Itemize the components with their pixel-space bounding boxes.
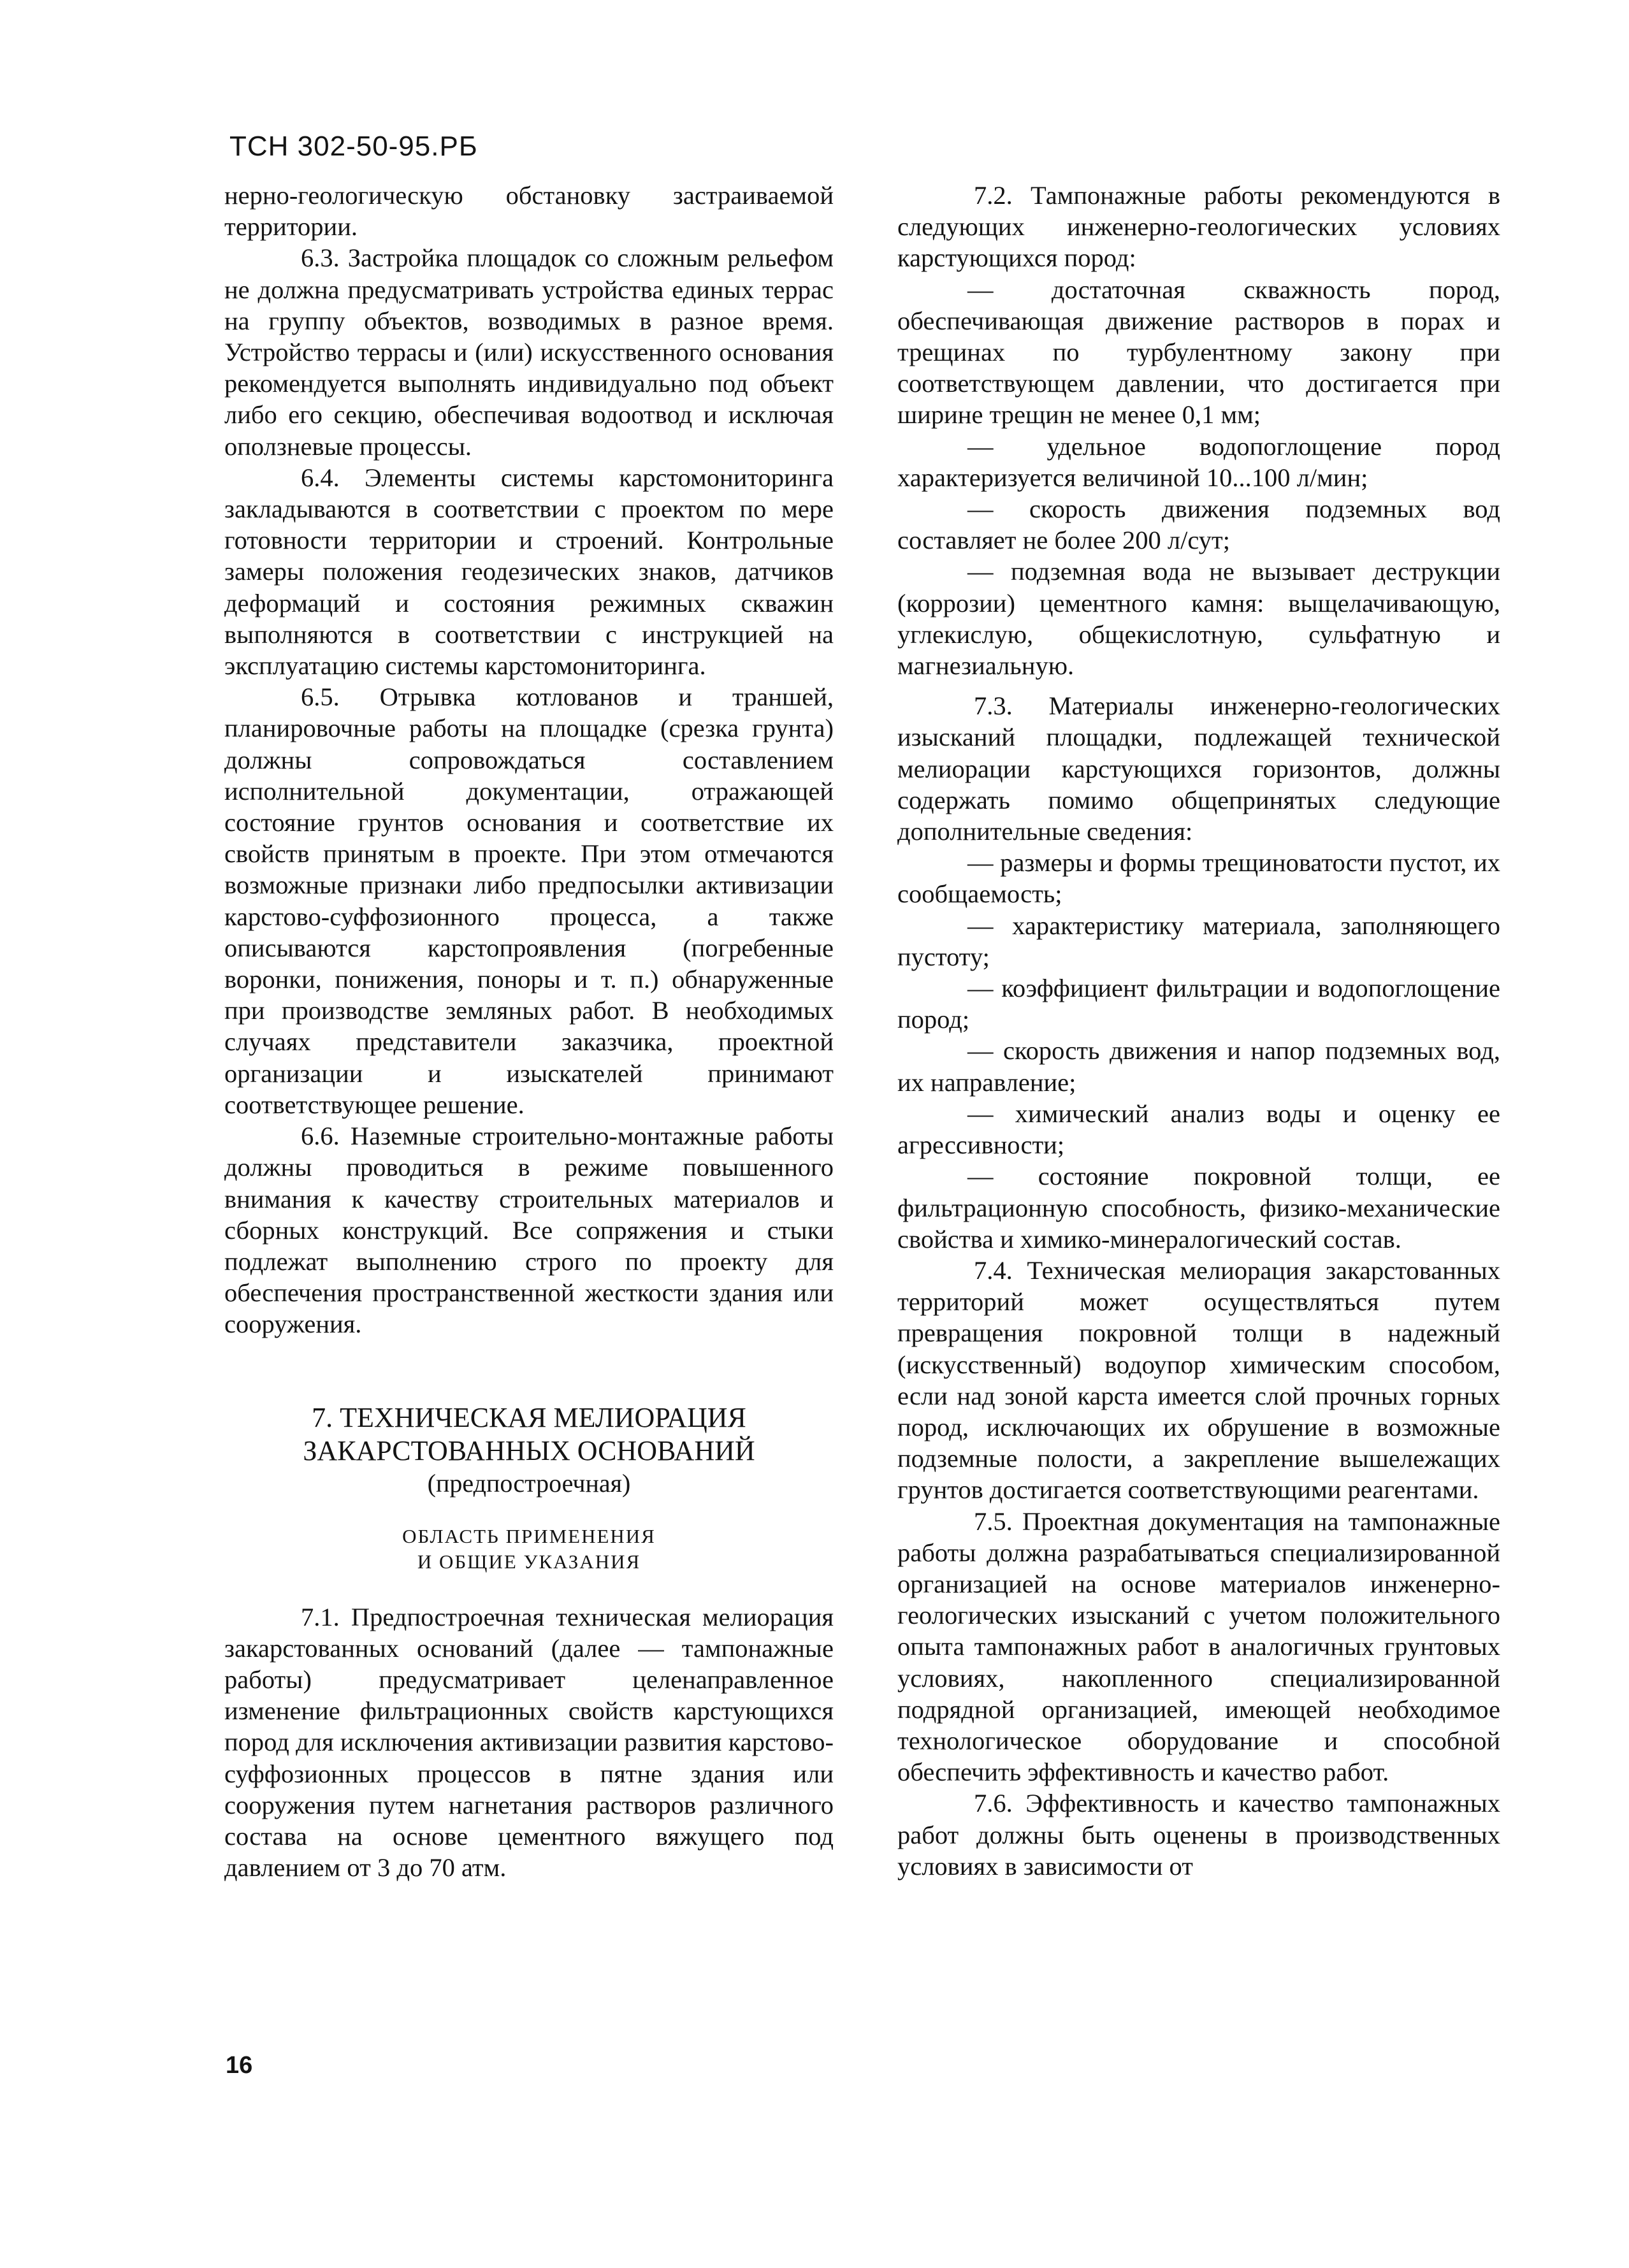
- list-item: — размеры и формы трещиноватости пустот, их сообщаемость;: [897, 848, 1500, 909]
- page-number: 16: [226, 2052, 253, 2079]
- right-column: [897, 180, 1500, 1882]
- list-item: — коэффициент фильтрации и водопоглощение пород;: [897, 974, 1500, 1034]
- left-column: [224, 180, 834, 1883]
- section-note: (предпостроечная): [427, 1468, 631, 1498]
- section-heading-line-2: ЗАКАРСТОВАННЫХ ОСНОВАНИЙ: [303, 1434, 755, 1466]
- section-heading-line-1: 7. ТЕХНИЧЕСКАЯ МЕЛИОРАЦИЯ: [312, 1401, 746, 1433]
- list-item: — состояние покровной толщи, ее фильтрационную способность, физико-механические свойства и химико-минералогический состав.: [897, 1162, 1500, 1253]
- continuation-paragraph: нерно-геологическую обстановку застраиваемой территории.: [224, 181, 834, 242]
- paragraph-6-4: 6.4. Элементы системы карстомониторинга закладываются в соответствии с проектом по мере готовности территории и строений. Контрольные замеры положения геодезических знаков, датчиков деформаций и состояния режимных скважин выполняются в соответствии с инструкцией на эксплуатацию системы карстомониторинга.: [224, 463, 834, 681]
- paragraph-6-3: 6.3. Застройка площадок со сложным рельефом не должна предусматривать устройства единых террас на группу объектов, возводимых в разное время. Устройство террасы и (или) искусственного основания рекомендуется выполнять индивидуально под объект либо его секцию, обеспечивая водоотвод и исключая оползневые процессы.: [224, 243, 834, 461]
- paragraph-7-1: 7.1. Предпостроечная техническая мелиорация закарстованных оснований (далее — тампонажные работы) предусматривает целенаправленное изменение фильтрационных свойств карстующихся пород для исключения активизации развития карстово-суффозионных процессов в пятне здания или сооружения путем нагнетания растворов различного состава на основе цементного вяжущего под давлением от 3 до 70 атм.: [224, 1602, 834, 1882]
- paragraph-6-5: 6.5. Отрывка котлованов и траншей, планировочные работы на площадке (срезка грунта) должны сопровождаться составлением исполнительной документации, отражающей состояние грунтов основания и соответствие их свойств принятым в проекте. При этом отмечаются возможные признаки либо предпосылки активизации карстово-суффозионного процесса, а также описываются карстопроявления (погребенные воронки, понижения, поноры и т. п.) обнаруженные при производстве земляных работ. В необходимых случаях представители заказчика, проектной организации и изыскателей принимают соответствующее решение.: [224, 683, 834, 1119]
- subsection-heading: [224, 1524, 834, 1575]
- list-item: — подземная вода не вызывает деструкции (коррозии) цементного камня: выщелачивающую, углекислую, общекислотную, сульфатную и магнезиальную.: [897, 557, 1500, 681]
- list-item: — скорость движения подземных вод составляет не более 200 л/сут;: [897, 495, 1500, 555]
- list-item: — удельное водопоглощение пород характеризуется величиной 10...100 л/мин;: [897, 431, 1500, 492]
- document-code-header: ТСН 302-50-95.РБ: [229, 131, 478, 162]
- list-item: — химический анализ воды и оценку ее агрессивности;: [897, 1099, 1500, 1160]
- list-item: — достаточная скважность пород, обеспечивающая движение растворов в порах и трещинах по турбулентному закону при соответствующем давлении, что достигается при ширине трещин не менее 0,1 мм;: [897, 275, 1500, 430]
- list-item: — скорость движения и напор подземных вод, их направление;: [897, 1036, 1500, 1097]
- paragraph-7-5: 7.5. Проектная документация на тампонажные работы должна разрабатываться специализированной организацией на основе материалов инженерно-геологических изысканий с учетом положительного опыта тампонажных работ в аналогичных грунтовых условиях, накопленного специализированной подрядной организацией, имеющей необходимое технологическое оборудование и способной обеспечить эффективность и качество работ.: [897, 1506, 1500, 1787]
- paragraph-7-4: 7.4. Техническая мелиорация закарстованных территорий может осуществляться путем превращения покровной толщи в надежный (искусственный) водоупор химическим способом, если над зоной карста имеется слой прочных горных пород, исключающих их обрушение в возможные подземные полости, а закрепление вышележащих грунтов достигается соответствующими реагентами.: [897, 1255, 1500, 1505]
- subheading-line-1: ОБЛАСТЬ ПРИМЕНЕНИЯ: [402, 1524, 656, 1547]
- paragraph-7-6: 7.6. Эффективность и качество тампонажных работ должны быть оценены в производственных условиях в зависимости от: [897, 1789, 1500, 1881]
- paragraph-6-6: 6.6. Наземные строительно-монтажные работы должны проводиться в режиме повышенного внимания к качеству строительных материалов и сборных конструкций. Все сопряжения и стыки подлежат выполнению строго по проекту для обеспечения пространственной жесткости здания или сооружения.: [224, 1122, 834, 1339]
- list-item: — характеристику материала, заполняющего пустоту;: [897, 911, 1500, 971]
- paragraph-7-2: 7.2. Тампонажные работы рекомендуются в следующих инженерно-геологических условиях карстующихся пород:: [897, 181, 1500, 273]
- paragraph-7-3: 7.3. Материалы инженерно-геологических изысканий площадки, подлежащей технической мелиорации карстующихся горизонтов, должны содержать помимо общепринятых следующие дополнительные сведения:: [897, 691, 1500, 846]
- subheading-line-2: И ОБЩИЕ УКАЗАНИЯ: [417, 1550, 641, 1573]
- section-7-heading: [224, 1401, 834, 1468]
